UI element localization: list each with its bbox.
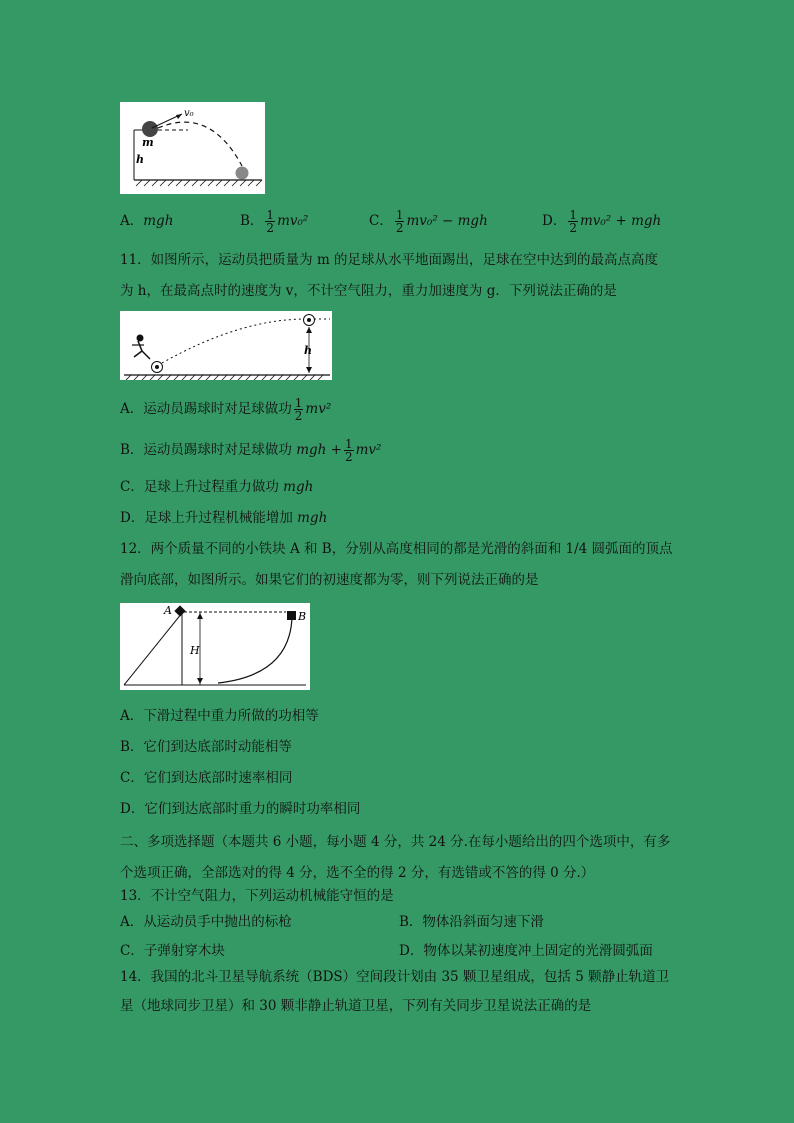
ball-icon [142, 121, 158, 137]
incline-arc-diagram [120, 603, 310, 690]
fraction: $\frac{1}{2}$ [395, 208, 404, 235]
height-label: h [304, 344, 312, 357]
option-letter: A． [120, 213, 144, 229]
q12-option-d: D．它们到达底部时重力的瞬时功率相同 [120, 801, 361, 817]
q10-figure [120, 102, 265, 194]
option-letter: D． [542, 213, 567, 229]
fraction: $\frac{1}{2}$ [344, 437, 353, 464]
option-expr: mv₀² [277, 213, 309, 229]
height-label: h [136, 153, 144, 166]
q10-option-b [240, 203, 308, 239]
q12-option-a: A．下滑过程中重力所做的功相等 [120, 708, 319, 724]
player-icon [132, 335, 150, 359]
mass-label: m [142, 136, 154, 149]
block-a-icon [174, 605, 185, 616]
block-b-icon [287, 611, 296, 620]
q12-stem-line1: 12．两个质量不同的小铁块 A 和 B，分别从高度相同的都是光滑的斜面和 1/4 圆弧面的顶点 [120, 541, 673, 557]
q12-figure [120, 603, 310, 690]
q13-stem: 13．不计空气阻力，下列运动机械能守恒的是 [120, 888, 394, 904]
v0-label: v₀ [184, 108, 194, 119]
football-diagram [120, 311, 332, 380]
q12-stem-line2: 滑向底部，如图所示。如果它们的初速度都为零，则下列说法正确的是 [120, 572, 539, 588]
q10-option-d [542, 203, 661, 239]
q12-option-b: B．它们到达底部时动能相等 [120, 739, 292, 755]
q10-option-c [369, 203, 488, 239]
fraction: $\frac{1}{2}$ [266, 208, 275, 235]
q11-stem-line1: 11．如图所示，运动员把质量为 m 的足球从水平地面踢出，足球在空中达到的最高点高度 [120, 252, 659, 268]
projectile-diagram [120, 102, 265, 194]
q10-option-a [120, 212, 173, 230]
ball-landing-icon [236, 167, 249, 180]
q13-option-d: D．物体以某初速度冲上固定的光滑圆弧面 [399, 943, 653, 959]
q14-stem-line1: 14．我国的北斗卫星导航系统（BDS）空间段计划由 35 颗卫星组成，包括 5 颗静止轨道卫 [120, 969, 670, 985]
q13-option-b: B．物体沿斜面匀速下滑 [399, 914, 544, 930]
option-letter: B． [240, 213, 264, 229]
q11-option-c: C．足球上升过程重力做功 mgh [120, 479, 314, 495]
label-h: H [190, 644, 200, 657]
q11-option-b: B．运动员踢球时对足球做功 mgh + $\frac{1}{2}$ mv² [120, 437, 382, 464]
option-letter: C． [369, 213, 393, 229]
q14-stem-line2: 星（地球同步卫星）和 30 颗非静止轨道卫星，下列有关同步卫星说法正确的是 [120, 998, 592, 1014]
q13-option-a: A．从运动员手中抛出的标枪 [120, 914, 292, 930]
label-a: A [164, 604, 172, 617]
section2-heading-line1: 二、多项选择题（本题共 6 小题，每小题 4 分，共 24 分.在每小题给出的四个选项中，有多 [120, 834, 671, 850]
label-b: B [298, 610, 307, 623]
q11-option-d: D．足球上升过程机械能增加 mgh [120, 510, 328, 526]
q12-option-c: C．它们到达底部时速率相同 [120, 770, 293, 786]
section2-heading-line2: 个选项正确，全部选对的得 4 分，选不全的得 2 分，有选错或不答的得 0 分.） [120, 865, 595, 881]
q11-figure [120, 311, 332, 380]
q11-option-a: A．运动员踢球时对足球做功 $\frac{1}{2}$ mv² [120, 396, 332, 423]
q13-option-c: C．子弹射穿木块 [120, 943, 225, 959]
option-expr: mv₀² − mgh [406, 213, 488, 229]
option-expr: mgh [143, 213, 174, 229]
option-expr: mv₀² + mgh [579, 213, 662, 229]
fraction: $\frac{1}{2}$ [294, 396, 303, 423]
fraction: $\frac{1}{2}$ [569, 208, 577, 235]
q11-stem-line2: 为 h，在最高点时的速度为 v，不计空气阻力，重力加速度为 g．下列说法正确的是 [120, 283, 617, 299]
